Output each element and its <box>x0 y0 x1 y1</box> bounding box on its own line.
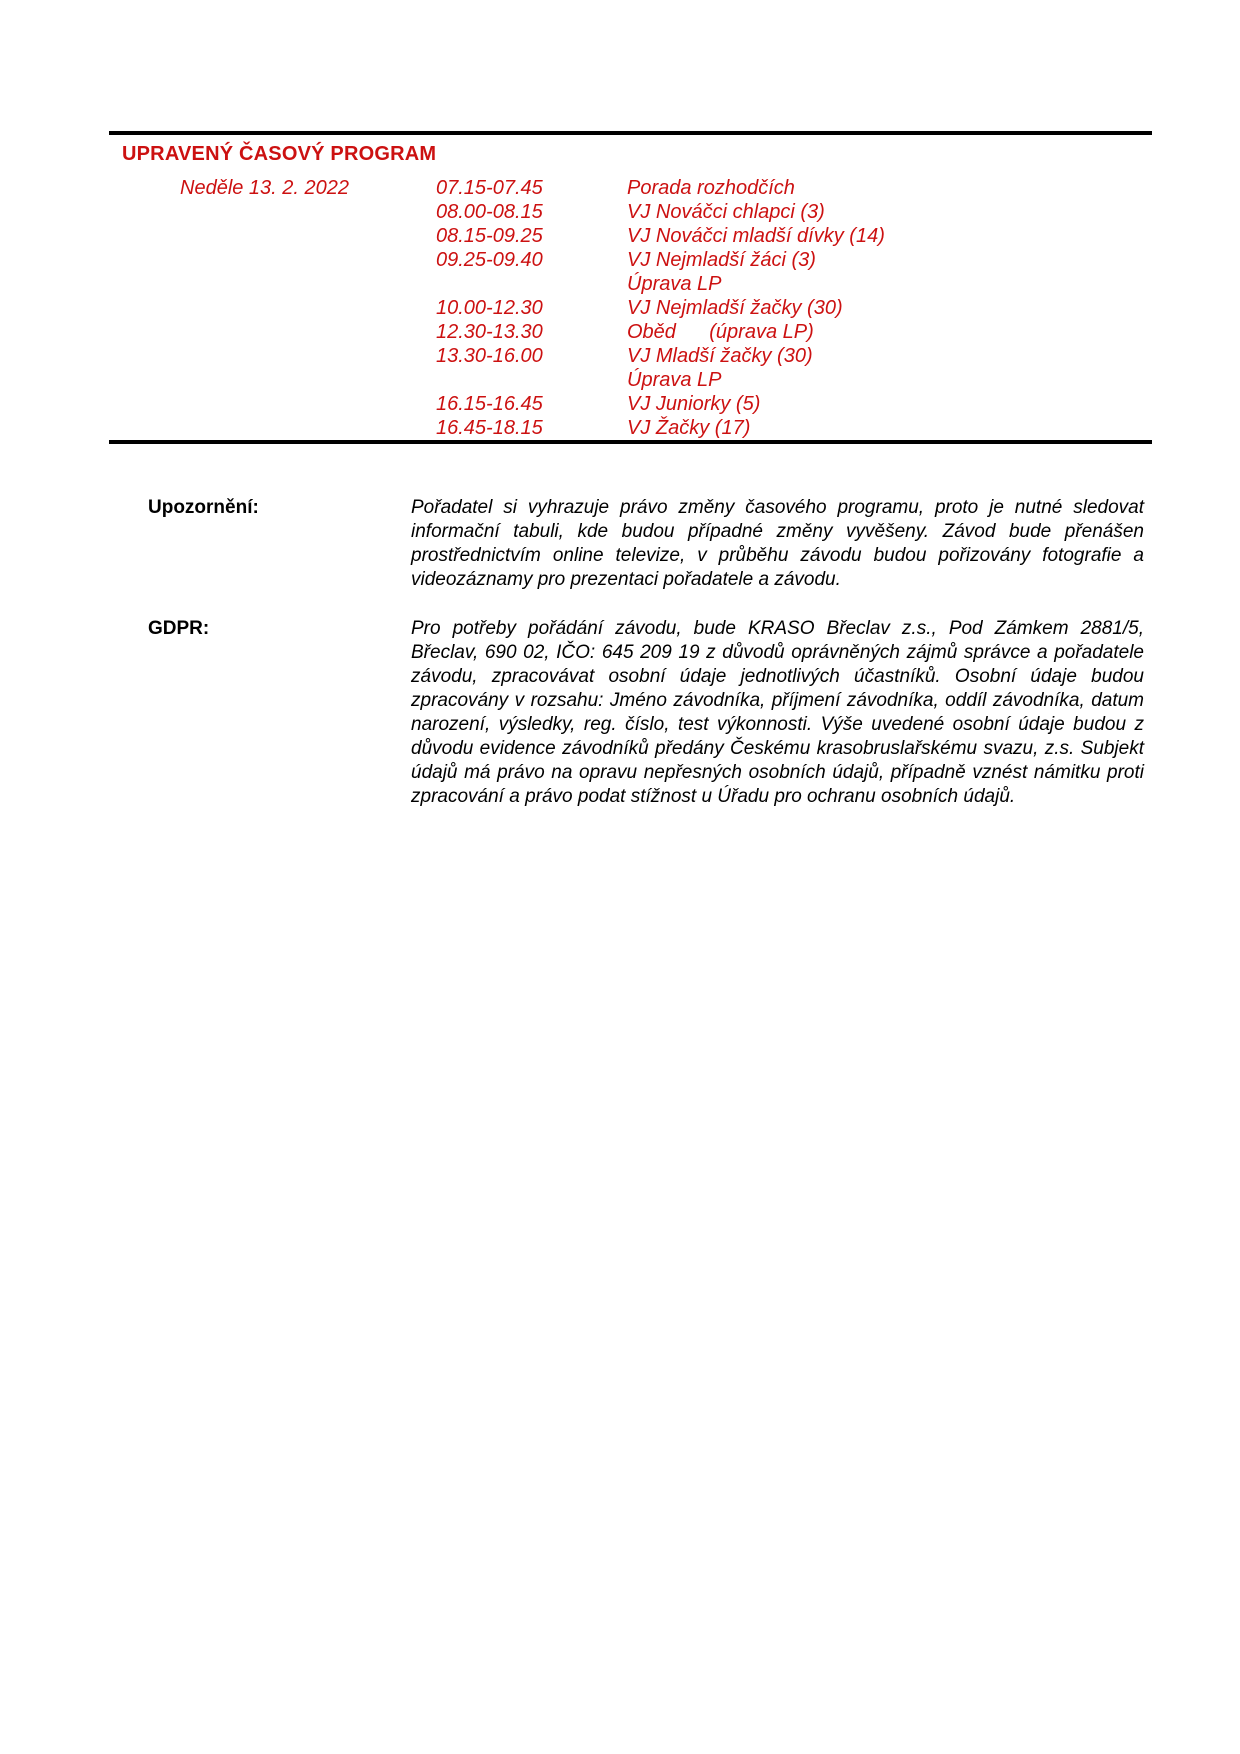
schedule-time: 10.00-12.30 <box>436 297 543 319</box>
schedule-event: Porada rozhodčích <box>627 177 795 199</box>
schedule-event: VJ Nováčci chlapci (3) <box>627 201 825 223</box>
schedule-event: Oběd (úprava LP) <box>627 321 814 343</box>
schedule-row <box>0 368 1240 392</box>
schedule-time: 16.45-18.15 <box>436 417 543 439</box>
schedule-title: UPRAVENÝ ČASOVÝ PROGRAM <box>122 143 437 165</box>
schedule-row <box>0 176 1240 200</box>
schedule-time: 13.30-16.00 <box>436 345 543 367</box>
schedule-time: 08.00-08.15 <box>436 201 543 223</box>
schedule-row <box>0 200 1240 224</box>
schedule-row <box>0 320 1240 344</box>
schedule-row <box>0 296 1240 320</box>
schedule-event: VJ Nováčci mladší dívky (14) <box>627 225 885 247</box>
schedule-row <box>0 224 1240 248</box>
schedule-time: 12.30-13.30 <box>436 321 543 343</box>
schedule-row <box>0 392 1240 416</box>
warning-label: Upozornění: <box>148 497 259 518</box>
schedule-list <box>0 176 1240 440</box>
schedule-row <box>0 248 1240 272</box>
schedule-event: VJ Mladší žačky (30) <box>627 345 813 367</box>
top-rule <box>109 131 1152 135</box>
schedule-event: VJ Žačky (17) <box>627 417 751 439</box>
schedule-row <box>0 272 1240 296</box>
schedule-time: 07.15-07.45 <box>436 177 543 199</box>
schedule-row <box>0 416 1240 440</box>
schedule-time: 08.15-09.25 <box>436 225 543 247</box>
schedule-event: Úprava LP <box>627 273 722 295</box>
schedule-event: VJ Nejmladší žáci (3) <box>627 249 816 271</box>
gdpr-label: GDPR: <box>148 618 210 639</box>
gdpr-text: Pro potřeby pořádání závodu, bude KRASO Břeclav z.s., Pod Zámkem 2881/5, Břeclav, 690 02, IČO: 645 209 19 z důvodů oprávněných zájmů správce a pořadatele závodu, zpracovávat osobní údaje jednotlivých účastníků. Osobní údaje budou zpracovány v rozsahu: Jméno závodníka, příjmení závodníka, oddíl závodníka, datum narození, výsledky, reg. číslo, test výkonnosti. Výše uvedené osobní údaje budou z důvodu evidence závodníků předány Českému krasobruslařskému svazu, z.s. Subjekt údajů má právo na opravu nepřesných osobních údajů, případně vznést námitku proti zpracování a právo podat stížnost u Úřadu pro ochranu osobních údajů. <box>411 618 1144 807</box>
schedule-event: Úprava LP <box>627 369 722 391</box>
schedule-time: 16.15-16.45 <box>436 393 543 415</box>
schedule-time: 09.25-09.40 <box>436 249 543 271</box>
schedule-event: VJ Nejmladší žačky (30) <box>627 297 843 319</box>
schedule-date: Neděle 13. 2. 2022 <box>180 177 350 199</box>
warning-text: Pořadatel si vyhrazuje právo změny časového programu, proto je nutné sledovat informační tabuli, kde budou případné změny vyvěšeny. Závod bude přenášen prostřednictvím online televize, v průběhu závodu budou pořizovány fotografie a videozáznamy pro prezentaci pořadatele a závodu. <box>411 497 1144 590</box>
bottom-rule <box>109 440 1152 444</box>
schedule-row <box>0 344 1240 368</box>
schedule-event: VJ Juniorky (5) <box>627 393 761 415</box>
